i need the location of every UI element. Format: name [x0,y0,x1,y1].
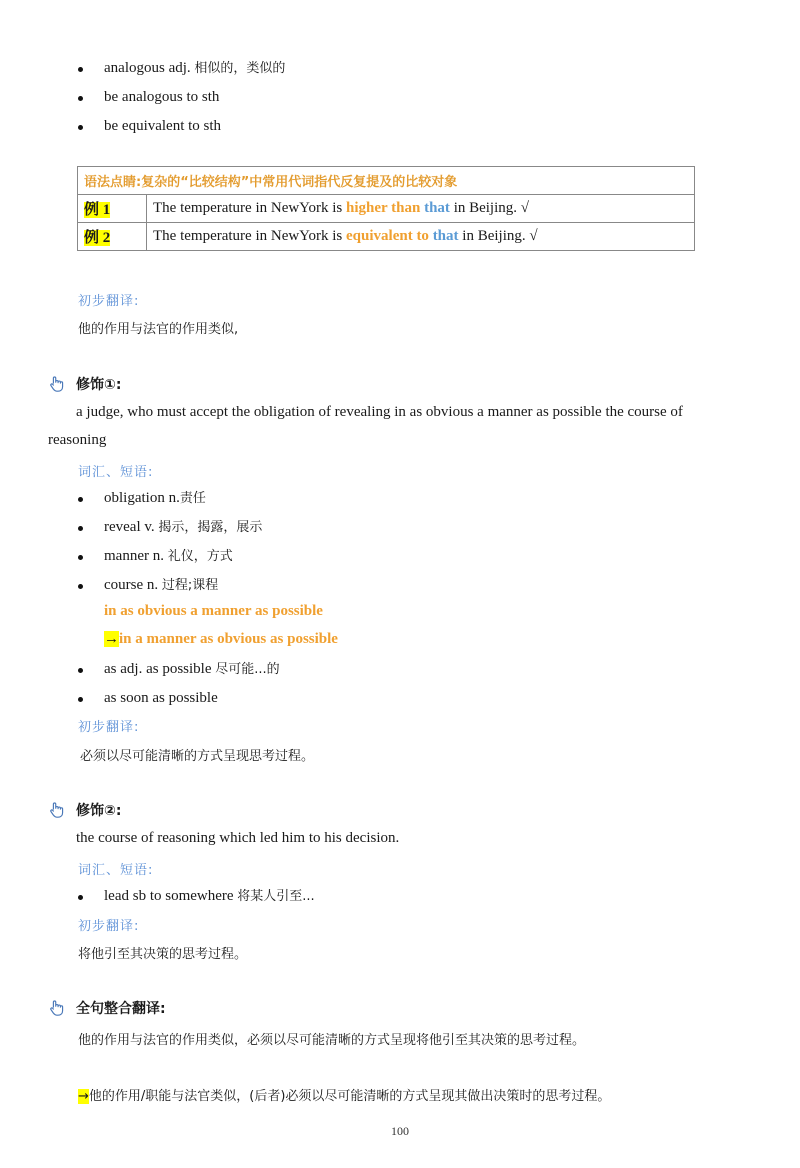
list-item [78,513,262,542]
vocab-en: reveal v. [104,519,155,535]
prelim-text: 他的作用与法官的作用类似, [78,322,239,337]
vocab-en: be analogous to sth [104,89,220,105]
vocab-label: 词汇、短语: [78,863,154,878]
vocab-zh: 将某人引至... [237,889,315,904]
arrow-icon: → [78,1089,89,1104]
vocab-list-mod1-extra [78,655,280,713]
pronoun-word: that [424,200,450,216]
bullet-icon [78,668,83,673]
list-item [78,484,262,513]
example-label: 例 1 [84,202,111,218]
table-header-row [78,167,695,195]
sentence-post: in Beijing. √ [458,228,538,244]
prelim-label: 初步翻译: [78,294,140,309]
sentence-pre: The temperature in NewYork is [153,200,347,216]
full-translation-final [78,1085,610,1104]
mod1-english-line2: reasoning [48,432,107,448]
vocab-label: 词汇、短语: [78,465,154,480]
list-item [78,112,285,141]
vocab-zh: 揭示，揭露，展示 [158,520,263,535]
example-label-cell [78,223,147,251]
vocab-en: course n. [104,577,159,593]
final-text: 他的作用/职能与法官类似，(后者)必须以尽可能清晰的方式呈现其做出决策时的思考过程。 [88,1089,611,1104]
list-item [78,83,285,112]
comparison-word: higher than [346,200,421,216]
grammar-header: 语法点睛:复杂的“比较结构”中常用代词指代反复提及的比较对象 [78,167,695,195]
page-number: 100 [391,1124,409,1138]
vocab-list-mod2 [78,882,315,911]
vocab-en: as adj. as possible [104,661,212,677]
list-item [78,571,262,600]
vocab-en: manner n. [104,548,164,564]
section-title: 修饰②: [76,803,122,819]
vocab-zh: 过程;课程 [161,578,219,593]
vocab-list-analogous [78,54,285,141]
section-title: 全句整合翻译: [76,1001,166,1017]
vocab-en: be equivalent to sth [104,118,222,134]
vocab-zh: 责任 [179,491,206,506]
section-heading-full [48,998,166,1018]
phrase-rewritten [104,631,338,648]
section-heading-mod1 [48,374,121,394]
phrase-text: in a manner as obvious as possible [119,631,338,647]
vocab-en: as soon as possible [104,690,218,706]
vocab-en: obligation n. [104,490,180,506]
example-label-cell [78,195,147,223]
vocab-list-mod1 [78,484,262,600]
vocab-zh: 礼仪，方式 [167,549,233,564]
prelim-text: 将他引至其决策的思考过程。 [78,947,248,962]
prelim-label: 初步翻译: [78,720,140,735]
bullet-icon [78,555,83,560]
table-row [78,223,695,251]
example-sentence [147,195,695,223]
vocab-en: lead sb to somewhere [104,888,234,904]
section-title: 修饰①: [76,377,122,393]
mod1-english-line1: a judge, who must accept the obligation of revealing in as obvious a manner as possible the course of [76,404,683,420]
example-sentence [147,223,695,251]
bullet-icon [78,697,83,702]
example-label: 例 2 [84,230,111,246]
grammar-table [77,166,695,251]
vocab-zh: 相似的，类似的 [194,61,286,76]
list-item [78,542,262,571]
phrase-original: in as obvious a manner as possible [104,603,323,619]
pronoun-word: that [432,228,459,244]
bullet-icon [78,584,83,589]
pointing-hand-icon [48,999,66,1017]
bullet-icon [78,895,83,900]
section-heading-mod2 [48,800,121,820]
list-item [78,54,285,83]
comparison-word: equivalent to [346,228,429,244]
pointing-hand-icon [48,801,66,819]
sentence-post: in Beijing. √ [449,200,530,216]
bullet-icon [78,96,83,101]
pointing-hand-icon [48,375,66,393]
bullet-icon [78,125,83,130]
vocab-en: analogous adj. [104,60,191,76]
prelim-label: 初步翻译: [78,919,140,934]
bullet-icon [78,526,83,531]
full-translation-draft: 他的作用与法官的作用类似，必须以尽可能清晰的方式呈现将他引至其决策的思考过程。 [78,1033,586,1048]
list-item [78,882,315,911]
arrow-icon: → [104,631,119,647]
list-item [78,684,280,713]
mod2-english-line: the course of reasoning which led him to his decision. [76,830,400,846]
bullet-icon [78,67,83,72]
table-row [78,195,695,223]
bullet-icon [78,497,83,502]
list-item [78,655,280,684]
vocab-zh: 尽可能...的 [215,662,280,677]
prelim-text: 必须以尽可能清晰的方式呈现思考过程。 [80,749,315,764]
sentence-pre: The temperature in NewYork is [153,228,347,244]
